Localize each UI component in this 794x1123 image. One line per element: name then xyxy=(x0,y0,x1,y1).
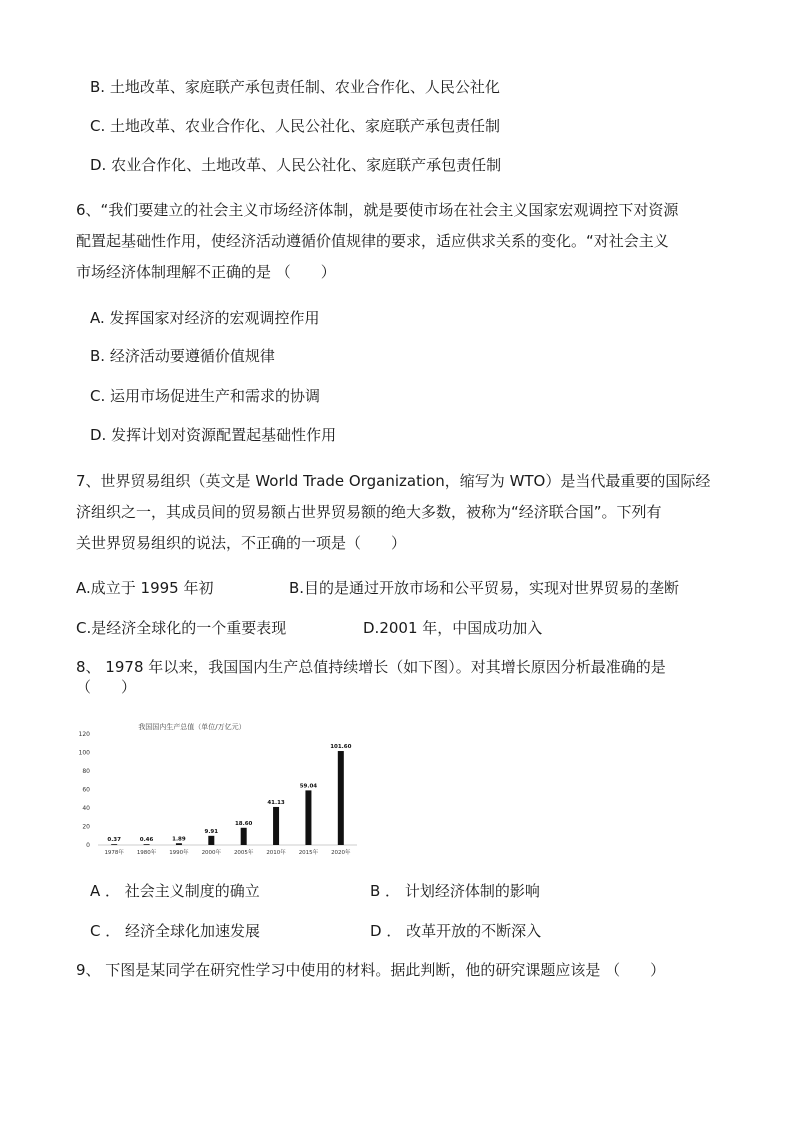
bar xyxy=(241,828,247,845)
q7-option-d: D.2001 年，中国成功加入 xyxy=(363,619,543,637)
q8-option-c: C ． 经济全球化加速发展 xyxy=(90,922,261,940)
data-label: 18.60 xyxy=(234,820,253,827)
q8-option-b: B ． 计划经济体制的影响 xyxy=(370,882,540,900)
chart-title: 我国国内生产总值（单位/万亿元） xyxy=(138,723,246,731)
data-label: 59.04 xyxy=(299,783,318,790)
q7-option-a: A.成立于 1995 年初 xyxy=(76,579,214,597)
y-tick-label: 60 xyxy=(82,786,90,794)
x-tick-label: 1978年 xyxy=(104,850,124,856)
data-label: 9.91 xyxy=(204,828,219,835)
x-tick-label: 1980年 xyxy=(136,850,157,856)
y-tick-label: 40 xyxy=(82,805,90,812)
q6-option-d: D. 发挥计划对资源配置起基础性作用 xyxy=(90,426,337,444)
bar xyxy=(111,844,117,845)
y-tick-label: 80 xyxy=(82,768,90,775)
q6-stem-line-1: 6、“我们要建立的社会主义市场经济体制，就是要使市场在社会主义国家宏观调控下对资源 xyxy=(76,201,679,219)
q6-option-c: C. 运用市场促进生产和需求的协调 xyxy=(90,387,321,405)
q8-stem-line-2: （ ） xyxy=(76,678,137,696)
bar xyxy=(338,751,344,845)
q5-option-c: C. 土地改革、农业合作化、人民公社化、家庭联产承包责任制 xyxy=(90,117,501,135)
data-label: 0.46 xyxy=(139,837,154,844)
q6-option-a: A. 发挥国家对经济的宏观调控作用 xyxy=(90,309,320,327)
bar xyxy=(144,844,150,845)
q7-option-b: B.目的是通过开放市场和公平贸易，实现对世界贸易的垄断 xyxy=(289,579,680,597)
y-tick-label: 20 xyxy=(82,823,90,831)
q8-option-d: D ． 改革开放的不断深入 xyxy=(370,922,542,940)
q7-stem-line-1: 7、世界贸易组织（英文是 World Trade Organization，缩写为 WTO）是当代最重要的国际经 xyxy=(76,472,711,490)
gdp-chart-svg xyxy=(72,718,372,863)
q5-option-d: D. 农业合作化、土地改革、人民公社化、家庭联产承包责任制 xyxy=(90,156,502,174)
x-tick-label: 2020年 xyxy=(331,850,351,856)
x-tick-label: 2005年 xyxy=(233,850,254,856)
q8-option-a: A ． 社会主义制度的确立 xyxy=(90,882,260,900)
q5-option-b: B. 土地改革、家庭联产承包责任制、农业合作化、人民公社化 xyxy=(90,78,500,96)
y-tick-label: 120 xyxy=(78,731,90,738)
data-label: 1.89 xyxy=(172,836,186,843)
q6-stem-line-2: 配置起基础性作用，使经济活动遵循价值规律的要求，适应供求关系的变化。“对社会主义 xyxy=(76,232,669,250)
x-tick-label: 1990年 xyxy=(169,850,189,856)
q6-stem-line-3: 市场经济体制理解不正确的是 （ ） xyxy=(76,263,336,281)
bar xyxy=(176,843,182,845)
q7-stem-line-2: 济组织之一，其成员间的贸易额占世界贸易额的绝大多数，被称为“经济联合国”。下列有 xyxy=(76,503,662,521)
q7-option-c: C.是经济全球化的一个重要表现 xyxy=(76,619,287,637)
q6-option-b: B. 经济活动要遵循价值规律 xyxy=(90,347,275,365)
x-tick-label: 2000年 xyxy=(201,850,222,856)
x-tick-label: 2010年 xyxy=(266,850,286,856)
gdp-bar-chart xyxy=(72,718,372,863)
bar xyxy=(273,807,279,845)
data-label: 101.60 xyxy=(330,744,352,751)
y-tick-label: 100 xyxy=(78,749,90,757)
q9-stem: 9、 下图是某同学在研究性学习中使用的材料。据此判断，他的研究课题应该是 （ ） xyxy=(76,961,666,979)
bar xyxy=(208,836,214,845)
q7-stem-line-3: 关世界贸易组织的说法，不正确的一项是（ ） xyxy=(76,534,407,552)
bar xyxy=(305,790,311,845)
x-tick-label: 2015年 xyxy=(298,850,319,856)
q8-stem-line-1: 8、 1978 年以来，我国国内生产总值持续增长（如下图）。对其增长原因分析最准确的是 xyxy=(76,658,666,676)
data-label: 41.13 xyxy=(267,799,285,806)
y-tick-label: 0 xyxy=(86,842,90,849)
data-label: 0.37 xyxy=(107,837,121,844)
